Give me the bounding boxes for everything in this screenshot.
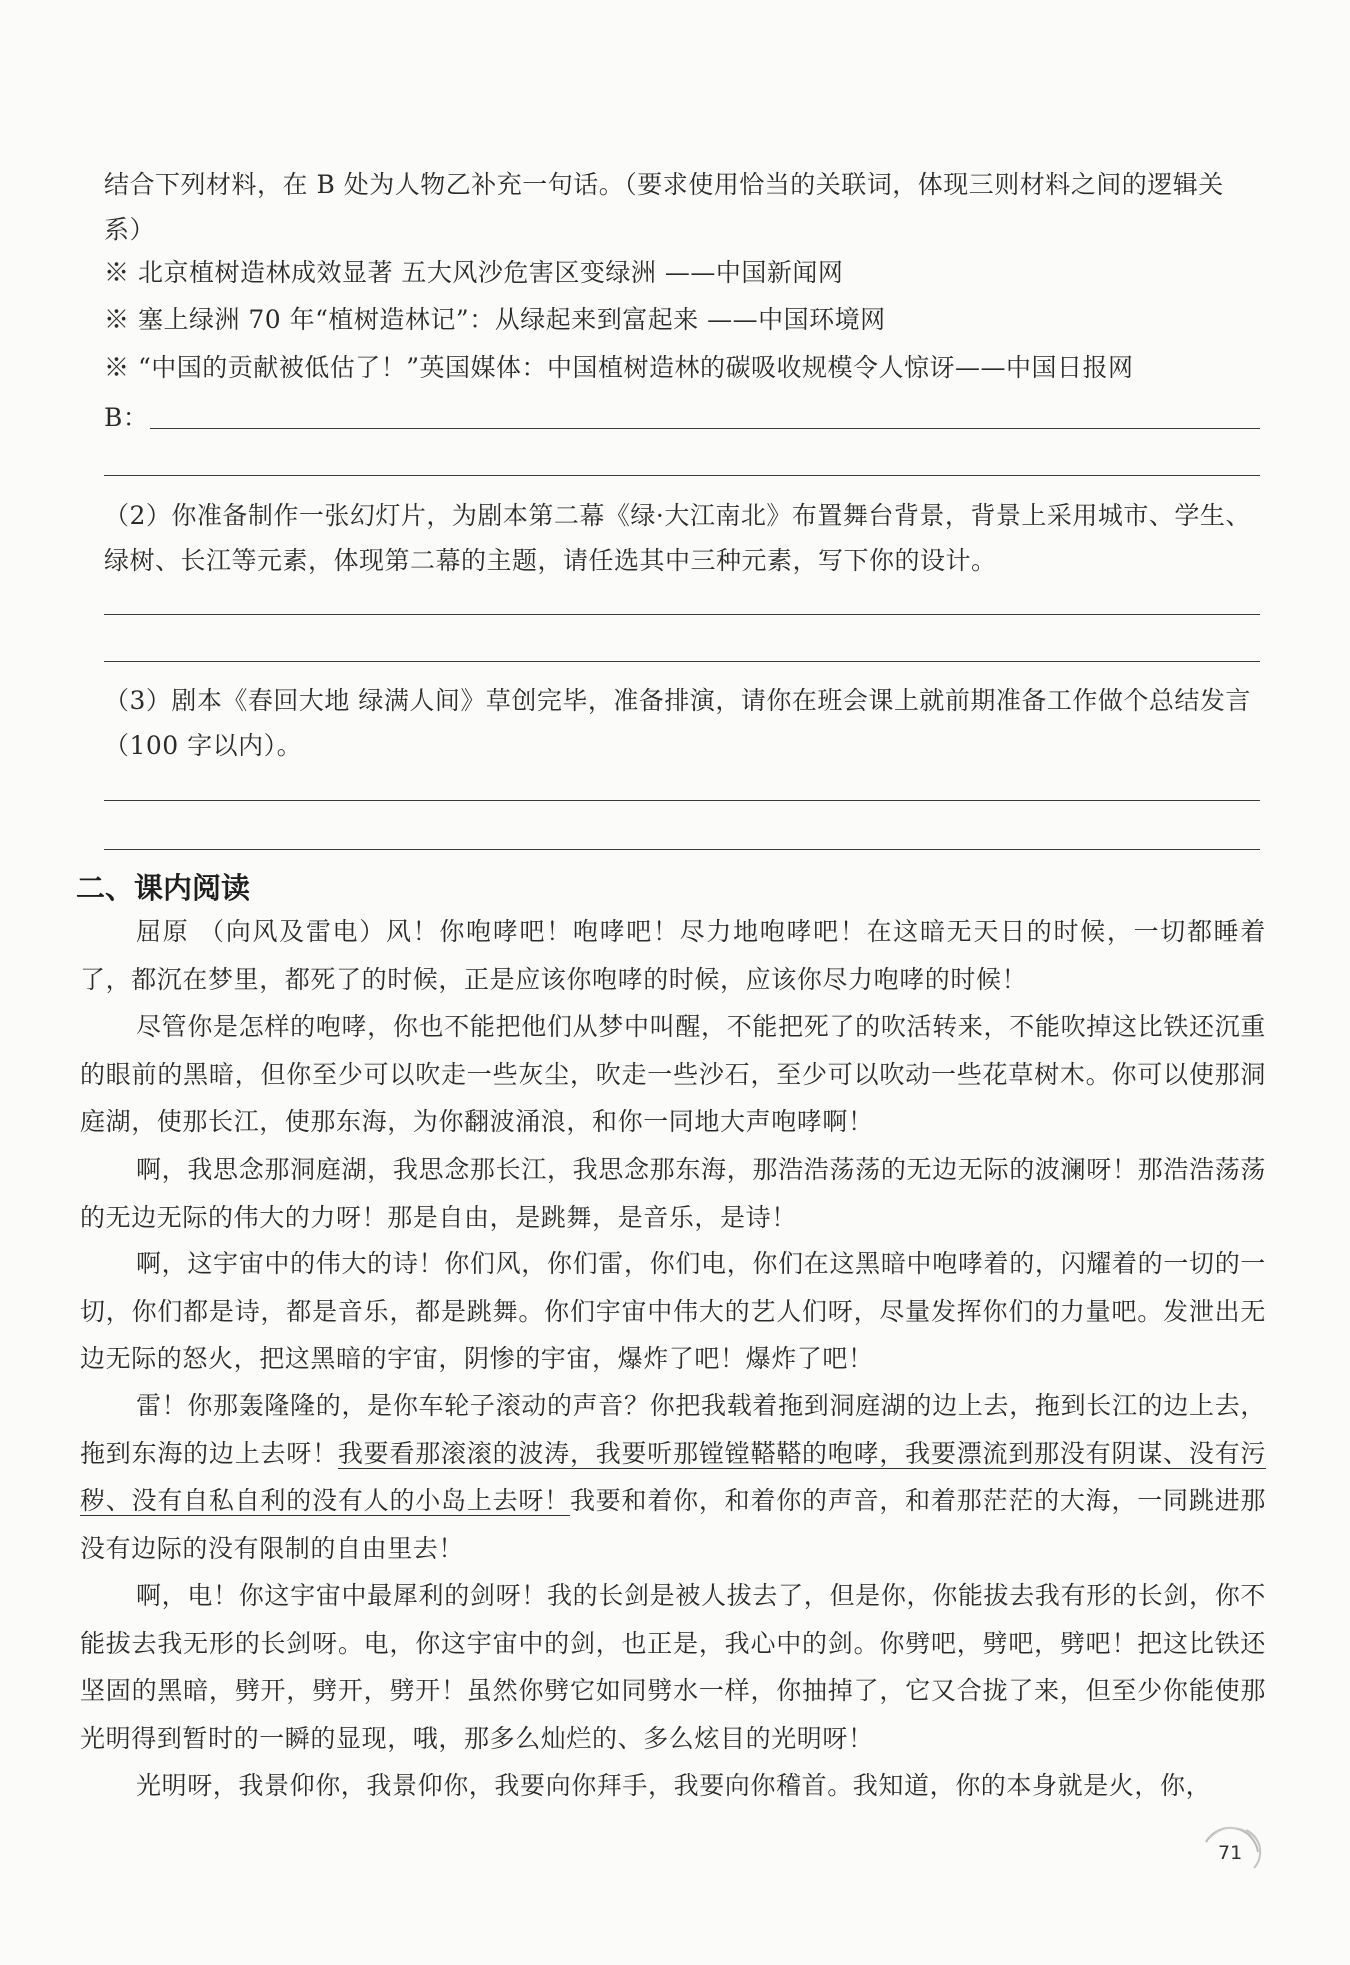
answer-line-q3-2[interactable]: [104, 849, 1260, 850]
passage-paragraph: 屈原 （向风及雷电）风！你咆哮吧！咆哮吧！尽力地咆哮吧！在这暗无天日的时候，一切都睡着了，都沉在梦里，都死了的时候，正是应该你咆哮的时候，应该你尽力咆哮的时候！: [80, 917, 1266, 994]
answer-line-b-2[interactable]: [104, 475, 1260, 476]
passage-text: 雷！你那轰隆隆的，是你车轮子滚动的声音？你把我载着拖到洞庭湖的边上去，拖到长江的边上去，拖到东海的边上去呀！: [80, 1391, 1266, 1468]
passage-paragraph-underlined: [80, 1382, 1266, 1572]
q1-material-1: ※ 北京植树造林成效显著 五大风沙危害区变绿洲 ——中国新闻网: [104, 258, 844, 287]
answer-line-q2-1[interactable]: [104, 614, 1260, 615]
passage-paragraph: 啊，我思念那洞庭湖，我思念那长江，我思念那东海，那浩浩荡荡的无边无际的波澜呀！那浩浩荡荡的无边无际的伟大的力呀！那是自由，是跳舞，是音乐，是诗！: [80, 1155, 1266, 1232]
q3-text: （3）剧本《春回大地 绿满人间》草创完毕，准备排演，请你在班会课上就前期准备工作做个总结发言（100 字以内）。: [104, 686, 1251, 760]
q2-text: （2）你准备制作一张幻灯片，为剧本第二幕《绿·大江南北》布置舞台背景，背景上采用城市、学生、绿树、长江等元素，体现第二幕的主题，请任选其中三种元素，写下你的设计。: [104, 501, 1251, 575]
passage-paragraph: 啊，这宇宙中的伟大的诗！你们风，你们雷，你们电，你们在这黑暗中咆哮着的，闪耀着的一切的一切，你们都是诗，都是音乐，都是跳舞。你们宇宙中伟大的艺人们呀，尽量发挥你们的力量吧。发泄出无边无际的怒火，把这黑暗的宇宙，阴惨的宇宙，爆炸了吧！爆炸了吧！: [80, 1249, 1266, 1373]
q1-instruction: 结合下列材料，在 B 处为人物乙补充一句话。（要求使用恰当的关联词，体现三则材料之间的逻辑关系）: [104, 170, 1224, 244]
passage-paragraph: 啊，电！你这宇宙中最犀利的剑呀！我的长剑是被人拔去了，但是你，你能拔去我有形的长剑，你不能拔去我无形的长剑呀。电，你这宇宙中的剑，也正是，我心中的剑。你劈吧，劈吧，劈吧！把这比铁还坚固的黑暗，劈开，劈开，劈开！虽然你劈它如同劈水一样，你抽掉了，它又合拢了来，但至少你能使那光明得到暂时的一瞬的显现，哦，那多么灿烂的、多么炫目的光明呀！: [80, 1581, 1266, 1753]
answer-line-b-1[interactable]: [150, 428, 1260, 429]
passage-paragraph: 光明呀，我景仰你，我景仰你，我要向你拜手，我要向你稽首。我知道，你的本身就是火，你，: [136, 1771, 1212, 1800]
underlined-sentence: 我要看那滚滚的波涛，我要听那镗镗鞳鞳的咆哮，我要漂流到那没有阴谋、没有污秽、没有自私自利的没有人的小岛上去呀！: [80, 1438, 1266, 1515]
q1-material-2: ※ 塞上绿洲 70 年“植树造林记”：从绿起来到富起来 ——中国环境网: [104, 305, 886, 334]
answer-line-q3-1[interactable]: [104, 800, 1260, 801]
answer-line-q2-2[interactable]: [104, 661, 1260, 662]
passage-text: 我要和着你，和着你的声音，和着那茫茫的大海，一同跳进那没有边际的没有限制的自由里去！: [80, 1486, 1267, 1563]
page-number: 71: [1218, 1842, 1243, 1864]
q1-material-3: ※ “中国的贡献被低估了！”英国媒体：中国植树造林的碳吸收规模令人惊讶——中国日报网: [104, 353, 1134, 382]
section-title: 二、课内阅读: [76, 871, 251, 905]
passage-paragraph: 尽管你是怎样的咆哮，你也不能把他们从梦中叫醒，不能把死了的吹活转来，不能吹掉这比铁还沉重的眼前的黑暗，但你至少可以吹走一些灰尘，吹走一些沙石，至少可以吹动一些花草树木。你可以使那洞庭湖，使那长江，使那东海，为你翻波涌浪，和你一同地大声咆哮啊！: [80, 1012, 1266, 1136]
q1-answer-label: B：: [104, 403, 149, 432]
